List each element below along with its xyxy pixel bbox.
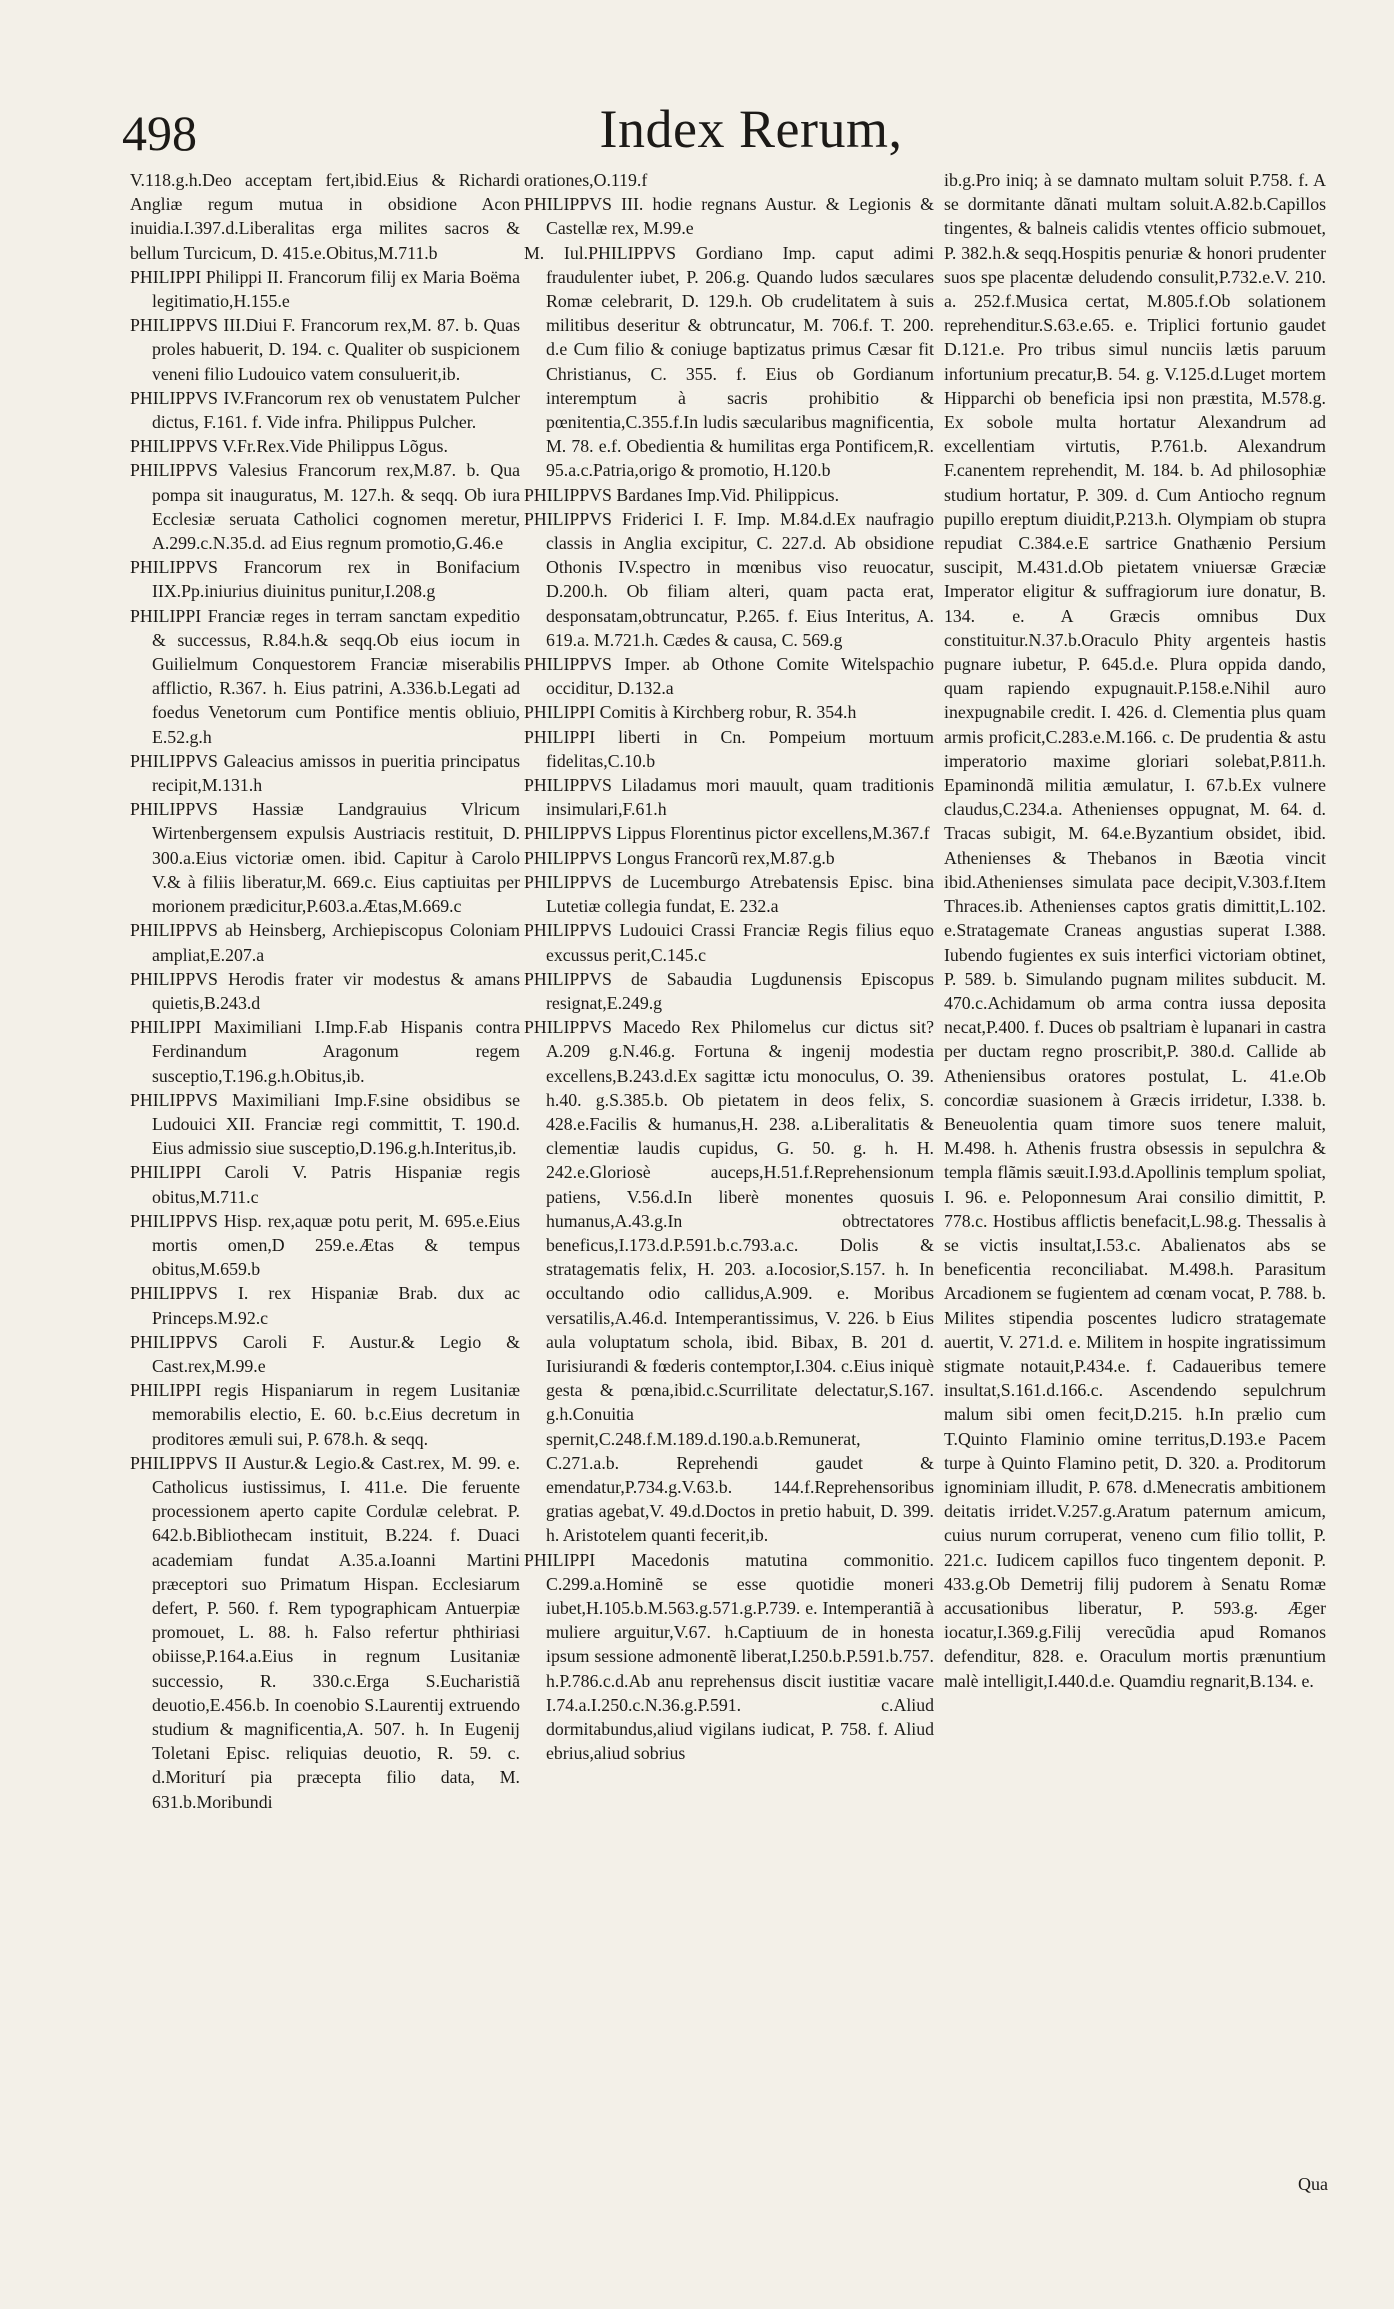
index-entry: PHILIPPVS IV.Francorum rex ob venustatem Pulcher dictus, F.161. f. Vide infra. Philippus Pulcher. <box>130 387 520 433</box>
index-entry: M. Iul.PHILIPPVS Gordiano Imp. caput adimi fraudulenter iubet, P. 206.g. Quando ludos sæculares Romæ celebrarit, D. 129.h. Ob crudelitatem à suis militibus deseritur & obtruncatur, M. 706.f. T. 200. d.e Cum filio & coniuge baptizatus primus Cæsar fit Christianus, C. 355. f. Eius ob Gordianum interemptum à sacris prohibitio & pœnitentia,C.355.f.In ludis sæcularibus magnificentia, M. 78. e.f. Obedientia & humilitas erga Pontificem,R. 95.a.c.Patria,origo & promotio, H.120.b <box>524 242 934 481</box>
index-column-3 <box>944 168 1326 1693</box>
index-entry: PHILIPPVS Valesius Francorum rex,M.87. b. Qua pompa sit inauguratus, M. 127.h. & seqq. Ob iura Ecclesiæ seruata Catholici cognomen meretur, A.299.c.N.35.d. ad Eius regnum promotio,G.46.e <box>130 460 520 554</box>
index-entry: PHILIPPVS de Lucemburgo Atrebatensis Episc. bina Lutetiæ collegia fundat, E. 232.a <box>524 871 934 917</box>
index-entry: PHILIPPVS Lippus Florentinus pictor excellens,M.367.f <box>524 823 930 844</box>
index-entry: PHILIPPVS Francorum rex in Bonifacium IIX.Pp.iniurius diuinitus punitur,I.208.g <box>130 557 520 602</box>
index-entry: PHILIPPVS de Sabaudia Lugdunensis Episcopus resignat,E.249.g <box>524 968 934 1013</box>
index-entry: PHILIPPVS Imper. ab Othone Comite Witelspachio occiditur, D.132.a <box>524 654 934 699</box>
index-entry: PHILIPPI Maximiliani I.Imp.F.ab Hispanis contra Ferdinandum Aragonum regem susceptio,T.196.g.h.Obitus,ib. <box>130 1017 520 1086</box>
index-entry: PHILIPPI Caroli V. Patris Hispaniæ regis obitus,M.711.c <box>130 1162 520 1207</box>
index-entry: PHILIPPVS III.Diui F. Francorum rex,M. 87. b. Quas proles habuerit, D. 194. c. Qualiter ob suspicionem veneni filio Ludouico vatem consuluerit,ib. <box>130 315 520 384</box>
catchword: Qua <box>1298 2174 1328 2194</box>
index-entry: PHILIPPVS Herodis frater vir modestus & amans quietis,B.243.d <box>130 968 520 1013</box>
index-entry: orationes,O.119.f <box>524 170 648 190</box>
index-entry: PHILIPPI liberti in Cn. Pompeium mortuum fidelitas,C.10.b <box>524 726 934 771</box>
index-entry: PHILIPPVS Caroli F. Austur.& Legio & Cast.rex,M.99.e <box>130 1331 520 1376</box>
index-entry: PHILIPPVS Maximiliani Imp.F.sine obsidibus se Ludouici XII. Franciæ regi committit, T. 190.d. Eius admissio siue susceptio,D.196.g.h.Interitus,ib. <box>130 1089 520 1159</box>
index-entry: PHILIPPVS Hisp. rex,aquæ potu perit, M. 695.e.Eius mortis omen,D 259.e.Ætas & tempus obitus,M.659.b <box>130 1210 520 1280</box>
index-entry: PHILIPPVS Macedo Rex Philomelus cur dictus sit?A.209 g.N.46.g. Fortuna & ingenij modestia excellens,B.243.d.Ex sagittæ ictu monoculus, O. 39. h.40. g.S.385.b. Ob pietatem in deos felix, S. 428.e.Facilis & humanus,H. 238. a.Liberalitatis & clementiæ laudis cupidus, G. 50. g. h. H. 242.e.Gloriosè auceps,H.51.f.Reprehensionum patiens, V.56.d.In liberè monentes quosuis humanus,A.43.g.In obtrectatores beneficus,I.173.d.P.591.b.c.793.a.c. Dolis & stratagematis felix, H. 203. a.Iocosior,S.157. h. In occultando odio callidus,A.909. e. Moribus versatilis,A.46.d. Intemperantissimus, V. 226. b Eius aula voluptatum schola, ibid. Bibax, B. 201 d. Iurisiurandi & fœderis contemptor,I.304. c.Eius iniquè gesta & pœna,ibid.c.Scurrilitate delectatur,S.167. g.h.Conuitia spernit,C.248.f.M.189.d.190.a.b.Remunerat, C.271.a.b. Reprehendi gaudet & emendatur,P.734.g.V.63.b. 144.f.Reprehensoribus gratias agebat,V. 49.d.Doctos in pretio habuit, D. 399. h. Aristotelem quanti fecerit,ib. <box>524 1017 934 1546</box>
index-column-2 <box>524 168 934 1765</box>
index-entry: PHILIPPVS Galeacius amissos in pueritia principatus recipit,M.131.h <box>130 750 520 796</box>
index-entry: PHILIPPVS Longus Francorũ rex,M.87.g.b <box>524 847 835 868</box>
index-entry: PHILIPPVS I. rex Hispaniæ Brab. dux ac Princeps.M.92.c <box>130 1283 520 1328</box>
index-entry: PHILIPPI regis Hispaniarum in regem Lusitaniæ memorabilis electio, E. 60. b.c.Eius decretum in proditores æmuli sui, P. 678.h. & seqq. <box>130 1380 520 1449</box>
index-entry: PHILIPPVS ab Heinsberg, Archiepiscopus Coloniam ampliat,E.207.a <box>130 920 520 965</box>
index-entry: PHILIPPVS Bardanes Imp.Vid. Philippicus. <box>524 484 840 505</box>
index-entry: PHILIPPI Macedonis matutina commonitio. C.299.a.Hominẽ se esse quotidie moneri iubet,H.105.b.M.563.g.571.g.P.739. e. Intemperantiã à muliere arguitur,V.67. h.Captiuum de in honesta ipsum sessione admonentẽ liberat,I.250.b.P.591.b.757. h.P.786.c.d.Ab anu reprehensus discit iustitiæ vacare I.74.a.I.250.c.N.36.g.P.591. c.Aliud dormitabundus,aliud vigilans iudicat, P. 758. f. Aliud ebrius,aliud sobrius <box>524 1549 934 1764</box>
index-entry: PHILIPPVS Hassiæ Landgrauius Vlricum Wirtenbergensem expulsis Austriacis restituit, D. 300.a.Eius victoriæ omen. ibid. Capitur à Carolo V.& à filiis liberatur,M. 669.c. Eius captiuitas per morionem prædicitur,P.603.a.Ætas,M.669.c <box>130 799 520 917</box>
index-entry: PHILIPPVS Liladamus mori mauult, quam traditionis insimulari,F.61.h <box>524 775 934 820</box>
index-entry: PHILIPPVS Ludouici Crassi Franciæ Regis filius equo excussus perit,C.145.c <box>524 920 934 965</box>
index-entry: PHILIPPI Comitis à Kirchberg robur, R. 354.h <box>524 702 857 723</box>
index-entry: V.118.g.h.Deo acceptam fert,ibid.Eius & Richardi Angliæ regum mutua in obsidione Acon inuidia.I.397.d.Liberalitas erga milites sacros & bellum Turcicum, D. 415.e.Obitus,M.711.b <box>130 170 520 263</box>
index-entry: PHILIPPVS V.Fr.Rex.Vide Philippus Lõgus. <box>130 436 448 457</box>
index-entry: ib.g.Pro iniq; à se damnato multam soluit P.758. f. A se dormitante dãnati multam soluit.A.82.b.Capillos tingentes, & balneis calidis vtentes officio submouet, P. 382.h.& seqq.Hospitis penuriæ & honori prudenter suos spe placentæ deludendo consulit,P.732.e.V. 210. a. 252.f.Musica certat, M.805.f.Ob solationem reprehenditur.S.63.e.65. e. Triplici fortunio gaudet D.121.e. Pro tribus simul nunciis lætis paruum infortunium precatur,B. 54. g. V.125.d.Luget mortem Hipparchi ob beneficia ipsi non præstita, M.578.g. Ex sobole multa hortatur Alexandrum ad excellentiam virtutis, P.761.b. Alexandrum F.canentem reprehendit, M. 184. b. Ad philosophiæ studium hortatur, P. 309. d. Cum Antiocho regnum pupillo ereptum diuidit,P.213.h. Olympiam ob stupra repudiat C.384.e.E sartrice Gnathænio Persium suscipit, M.431.d.Ob pietatem vniuersæ Græciæ Imperator eligitur & suffragiorum iure donatur, B. 134. e. A Græcis omnibus Dux constituitur.N.37.b.Oraculo Phity argenteis hastis pugnare iubetur, P. 645.d.e. Plura oppida dando, quam rapiendo expugnauit.P.158.e.Nihil auro inexpugnabile credit. I. 426. d. Clementia plus quam armis proficit,C.283.e.M.166. c. De prudentia & astu imperatorio maxime gloriari solebat,P.811.h. Epaminondã militia æmulatur, I. 67.b.Ex vulnere claudus,C.234.a. Athenienses oppugnat, M. 64. d. Tracas subigit, M. 64.e.Byzantium obsidet, ibid. Athenienses & Thebanos in Bæotia vincit ibid.Athenienses simulata pace decipit,V.303.f.Item Thraces.ib. Athenienses captos gratis dimittit,L.102. e.Stratagemate Craneas angustias superat I.388. Iubendo fugientes ex suis interfici victoriam obtinet, P. 589. b. Simulando pugnam milites subducit. M. 470.c.Achidamum ob arma contra iussa deposita necat,P.400. f. Duces ob psaltriam è lupanari in castra per ductam regno proscribit,P. 380.d. Callide ab Atheniensibus oratores postulat, L. 41.e.Ob concordiæ suasionem à Græcis irridetur, I.338. b. Beneuolentia quam timore suos tenere maluit, M.498. h. Athenis frustra obsessis in sepulchra & templa flãmis sæuit.I.93.d.Apollinis templum spoliat, I. 96. e. Peloponnesum Arai consilio dimittit, P. 778.c. Hostibus afflictis benefacit,L.98.g. Thessalis à se victis insultat,I.53.c. Abalienatos abs se beneficentia reconciliabat. M.498.h. Parasitum Arcadionem se fugientem ad cœnam vocat, P. 788. b. Milites stipendia poscentes ludicro stratagemate auertit, V. 271.d. e. Militem in hospite ingratissimum stigmate notauit,P.434.e. f. Cadaueribus temere insultat,S.161.d.166.c. Ascendendo sepulchrum malum sibi omen fecit,D.215. h.In prælio cum T.Quinto Flaminio omine territus,D.193.e Pacem turpe à Quinto Flamino petit, D. 320. a. Proditorum ignominiam illudit, P. 678. d.Menecratis ambitionem deitatis irridet.V.257.g.Aratum paternum amicum, cuius nurum corruperat, veneno cum filio tollit, P. 221.c. Iudicem capillos fuco tingentem deponit. P. 433.g.Ob Demetrij filij pudorem à Senatu Romæ accusationibus liberatur, P. 593.g. Æger iocatur,I.369.g.Filij verecũdia apud Romanos defenditur, 828. e. Oraculum mortis prænuntium malè intelligit,I.440.d.e. Quamdiu regnarit,B.134. e. <box>944 170 1326 1691</box>
index-column-1 <box>130 168 520 1814</box>
running-title: Index Rerum, <box>599 99 903 159</box>
index-entry: PHILIPPVS Friderici I. F. Imp. M.84.d.Ex naufragio classis in Anglia excipitur, C. 227.d. Ab obsidione Othonis IV.spectro in mœnibus viso reuocatur, D.200.h. Ob filiam alteri, quam pacta erat, desponsatam,obtruncatur, P.265. f. Eius Interitus, A. 619.a. M.721.h. Cædes & causa, C. 569.g <box>524 508 934 650</box>
index-entry: PHILIPPVS III. hodie regnans Austur. & Legionis & Castellæ rex, M.99.e <box>524 194 934 239</box>
index-entry: PHILIPPI Philippi II. Francorum filij ex Maria Boëma legitimatio,H.155.e <box>130 266 520 312</box>
index-entry: PHILIPPVS II Austur.& Legio.& Cast.rex, M. 99. e. Catholicus iustissimus, I. 411.e. Die feruente processionem aperto capite Cordulæ celebrat. P. 642.b.Bibliothecam instituit, B.224. f. Duaci academiam fundat A.35.a.Ioanni Martini præceptori suo Primatum Hispan. Ecclesiarum defert, P. 560. f. Rem typographicam Antuerpiæ promouet, L. 88. h. Falso refertur phthiriasi obiisse,P.164.a.Eius in regnum Lusitaniæ successio, R. 330.c.Erga S.Eucharistiã deuotio,E.456.b. In coenobio S.Laurentij extruendo studium & magnificentia,A. 507. h. In Eugenij Toletani Episc. reliquias deuotio, R. 59. c. d.Moriturí pia præcepta filio data, M. 631.b.Moribundi <box>130 1452 520 1812</box>
index-entry: PHILIPPI Franciæ reges in terram sanctam expeditio & successus, R.84.h.& seqq.Ob eius iocum in Guilielmum Conquestorem Franciæ miserabilis afflictio, R.367. h. Eius patrini, A.336.b.Legati ad foedus Venetorum cum Pontifice mentis obliuio, E.52.g.h <box>130 605 520 747</box>
page-number: 498 <box>122 105 197 161</box>
